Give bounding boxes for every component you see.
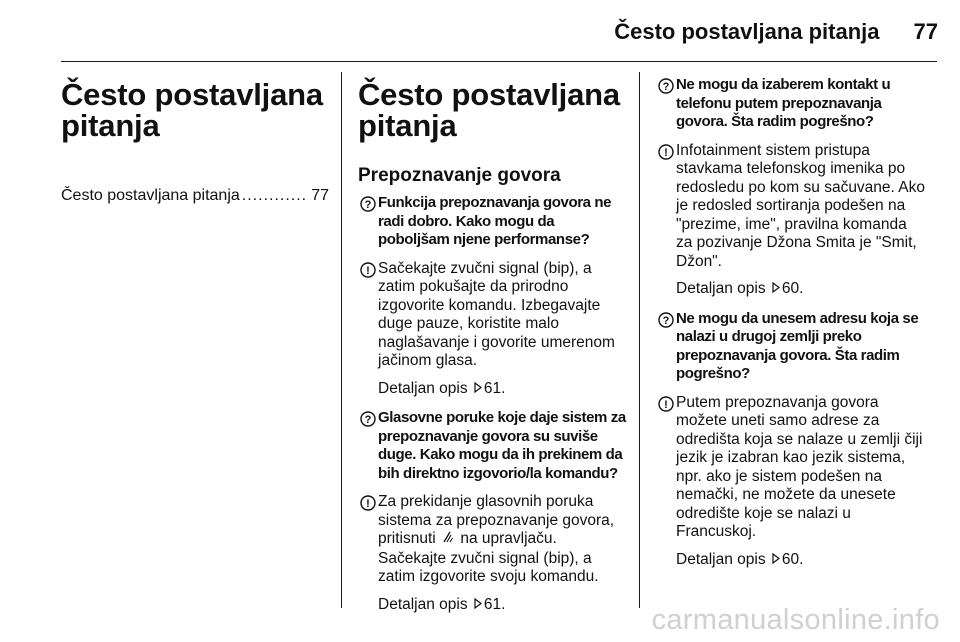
- question: [656, 310, 926, 384]
- detail-reference[interactable]: [676, 551, 926, 570]
- toc-page: 77: [311, 187, 329, 204]
- running-header: [614, 16, 938, 48]
- answer-text: Sačekajte zvučni signal (bip), a zatim pokušajte da prirodno izgovorite komandu. Izbegavajte duge pauze, koristite malo naglašavanje i govorite umerenom jačinom glasa.: [378, 259, 615, 369]
- column-divider-1: [341, 72, 342, 608]
- detail-page: 61.: [483, 595, 506, 613]
- question-circle-icon: [656, 310, 676, 328]
- detail-page: 60.: [781, 280, 804, 297]
- exclamation-circle-icon: [358, 493, 378, 511]
- chapter-heading: Često postavljana pitanja: [61, 77, 323, 143]
- exclamation-circle-icon: [358, 260, 378, 278]
- triangle-arrow-icon: [474, 380, 482, 399]
- header-rule: [61, 61, 937, 62]
- subsection-heading: Prepoznavanje govora: [358, 165, 561, 186]
- toc-label: Često postavljana pitanja: [61, 187, 240, 204]
- question-circle-icon: [358, 409, 378, 427]
- faq-item: [358, 194, 626, 398]
- detail-label: Detaljan opis: [378, 595, 468, 613]
- svg-text:!: !: [366, 498, 370, 510]
- faq-item: [358, 409, 626, 614]
- svg-text:!: !: [664, 146, 668, 159]
- voice-control-icon: [442, 530, 454, 550]
- exclamation-circle-icon: [656, 142, 676, 160]
- question-text: Glasovne poruke koje daje sistem za prepoznavanje govora su suviše duge. Kako mogu da ih prekinem da bih direktno izgovorio/la komandu?: [378, 409, 626, 482]
- chapter-intro-column: [61, 72, 329, 205]
- faq-item: [656, 76, 926, 299]
- faq-item: [656, 310, 926, 570]
- answer: [358, 493, 626, 587]
- svg-text:?: ?: [364, 414, 372, 426]
- page-number: 77: [913, 19, 938, 44]
- answer-text: [378, 493, 626, 587]
- section-heading: Često postavljana pitanja: [358, 77, 620, 143]
- detail-label: Detaljan opis: [676, 280, 766, 297]
- answer-text: Putem prepoznavanja govora možete uneti samo adrese za odredišta koja se nalaze u zemlji čiji jezik je izabran kao jezik sistema, npr. ako je sistem podešen na nemački, ne možete da unesete odredište koje se nalazi u Francuskoj.: [676, 393, 923, 540]
- detail-label: Detaljan opis: [378, 379, 468, 397]
- detail-reference[interactable]: [378, 596, 626, 615]
- detail-reference[interactable]: [676, 280, 926, 299]
- detail-page: 61.: [483, 379, 506, 397]
- svg-text:?: ?: [662, 314, 670, 327]
- question-text: Funkcija prepoznavanja govora ne radi dobro. Kako mogu da poboljšam njene performanse?: [378, 194, 612, 248]
- answer-text: Infotainment sistem pristupa stavkama telefonskog imenika po redosledu po kom su sačuvane. Ako je redosled sortiranja podešen na "prezime, ime", pravilna komanda za pozivanje Džona Smita je "Smit, Džon".: [676, 141, 926, 270]
- toc-leader-dots: ............: [241, 187, 308, 204]
- triangle-arrow-icon: [772, 280, 780, 299]
- answer: [358, 260, 626, 371]
- faq-column-2: [358, 72, 626, 614]
- column-divider-2: [639, 72, 640, 608]
- svg-text:!: !: [366, 264, 370, 277]
- svg-text:?: ?: [662, 81, 670, 93]
- question-text: Ne mogu da izaberem kontakt u telefonu putem prepoznavanja govora. Šta radim pogrešno?: [676, 76, 891, 130]
- answer-text-part1: Za prekidanje glasovnih poruka sistema za prepoznavanje govora, pritisnuti: [378, 493, 615, 547]
- watermark: carmanualsonline.info: [651, 604, 940, 636]
- answer: [656, 394, 926, 542]
- toc-entry[interactable]: [61, 187, 329, 205]
- svg-text:!: !: [664, 398, 668, 411]
- svg-text:?: ?: [364, 199, 372, 211]
- header-title: Često postavljana pitanja: [614, 19, 880, 44]
- triangle-arrow-icon: [772, 551, 780, 570]
- exclamation-circle-icon: [656, 394, 676, 412]
- question-circle-icon: [358, 194, 378, 212]
- detail-page: 60.: [781, 550, 804, 568]
- question: [358, 409, 626, 483]
- question-text: Ne mogu da unesem adresu koja se nalazi u drugoj zemlji preko prepoznavanja govora. Šta radim pogrešno?: [676, 309, 919, 382]
- detail-reference[interactable]: [378, 380, 626, 399]
- answer-text-part2: na upravljaču. Sačekajte zvučni signal (bip), a zatim izgovorite svoju komandu.: [378, 530, 599, 585]
- detail-label: Detaljan opis: [676, 550, 766, 568]
- question: [358, 194, 626, 250]
- question: [656, 76, 926, 132]
- question-circle-icon: [656, 76, 676, 94]
- triangle-arrow-icon: [474, 596, 482, 615]
- faq-column-3: [656, 72, 926, 569]
- answer: [656, 142, 926, 272]
